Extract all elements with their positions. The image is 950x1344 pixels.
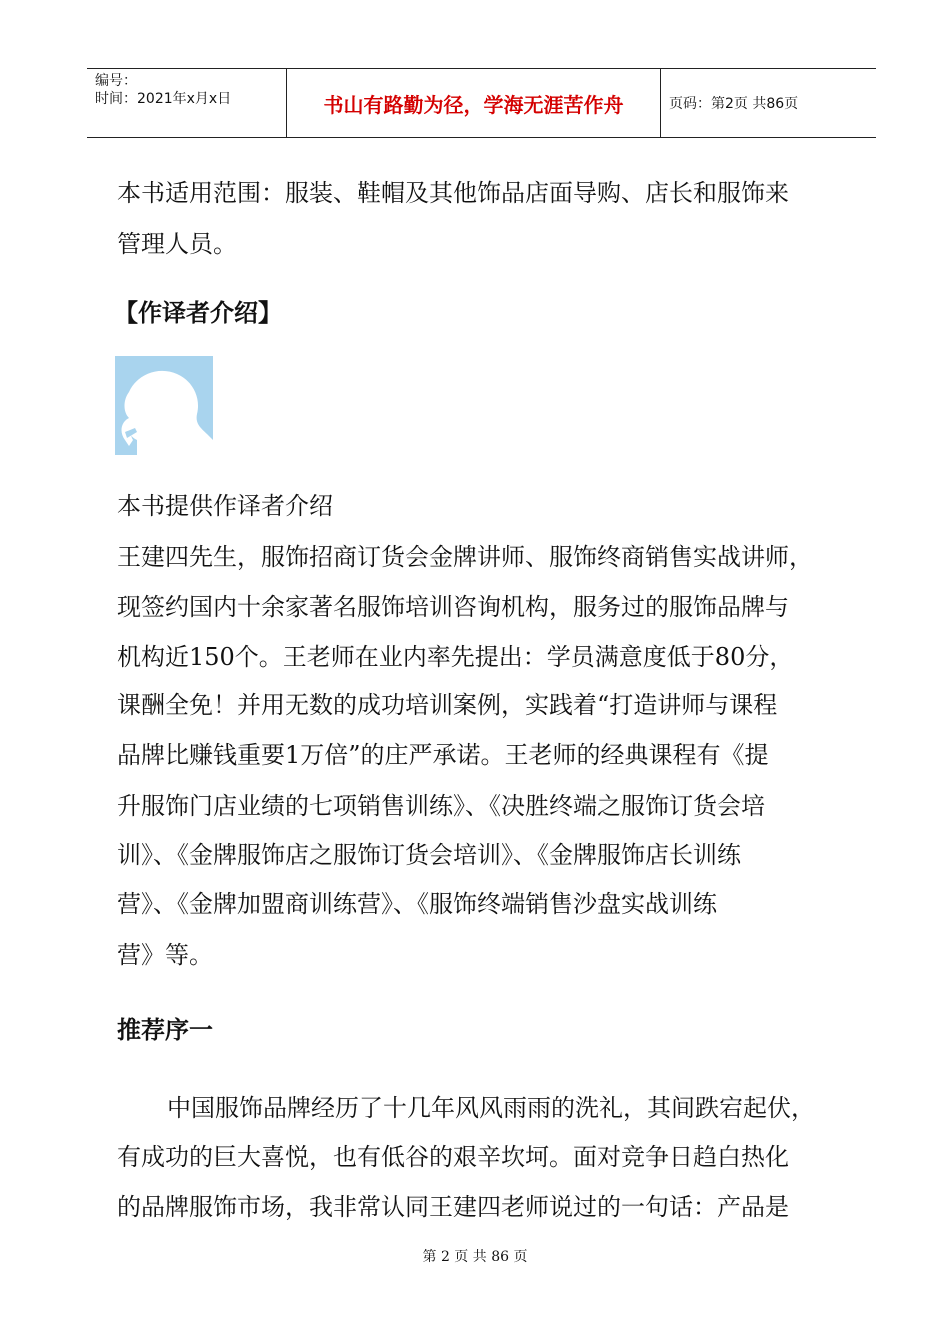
scope-line-2: 管理人员。 bbox=[117, 230, 237, 258]
header-page-info: 页码：第2页 共86页 bbox=[669, 96, 799, 112]
bio-line: 营》、《金牌加盟商训练营》、《服饰终端销售沙盘实战训练 bbox=[117, 890, 717, 918]
header-motto: 书山有路勤为径，学海无涯苦作舟 bbox=[287, 69, 661, 137]
bio-line: 营》等。 bbox=[117, 941, 213, 969]
preface-line: 的品牌服饰市场，我非常认同王建四老师说过的一句话：产品是 bbox=[117, 1193, 789, 1221]
header-number: 编号： bbox=[95, 73, 137, 89]
preface-heading: 推荐序一 bbox=[117, 1016, 213, 1044]
bio-line: 品牌比赚钱重要1万倍”的庄严承诺。王老师的经典课程有《提 bbox=[117, 741, 769, 769]
scope-line-1: 本书适用范围：服装、鞋帽及其他饰品店面导购、店长和服饰来 bbox=[117, 179, 789, 207]
preface-line: 有成功的巨大喜悦，也有低谷的艰辛坎坷。面对竞争日趋白热化 bbox=[117, 1143, 789, 1171]
preface-line: 中国服饰品牌经历了十几年风风雨雨的洗礼，其间跌宕起伏， bbox=[167, 1094, 815, 1122]
person-silhouette-icon bbox=[115, 356, 213, 455]
bio-line: 训》、《金牌服饰店之服饰订货会培训》、《金牌服饰店长训练 bbox=[117, 841, 741, 869]
page-header bbox=[87, 68, 876, 138]
author-caption: 本书提供作译者介绍 bbox=[117, 492, 333, 520]
author-heading: 【作译者介绍】 bbox=[114, 299, 282, 327]
page-footer: 第 2 页 共 86 页 bbox=[422, 1249, 528, 1265]
bio-line: 王建四先生，服饰招商订货会金牌讲师、服饰终商销售实战讲师， bbox=[117, 543, 813, 571]
bio-line: 升服饰门店业绩的七项销售训练》、《决胜终端之服饰订货会培 bbox=[117, 792, 765, 820]
header-meta bbox=[87, 69, 287, 137]
bio-line: 现签约国内十余家著名服饰培训咨询机构，服务过的服饰品牌与 bbox=[117, 593, 789, 621]
header-time: 时间：2021年x月x日 bbox=[95, 91, 232, 107]
author-avatar bbox=[115, 356, 213, 455]
bio-line: 机构近150个。王老师在业内率先提出：学员满意度低于80分， bbox=[117, 643, 794, 671]
bio-line: 课酬全免！并用无数的成功培训案例，实践着“打造讲师与课程 bbox=[117, 691, 778, 719]
